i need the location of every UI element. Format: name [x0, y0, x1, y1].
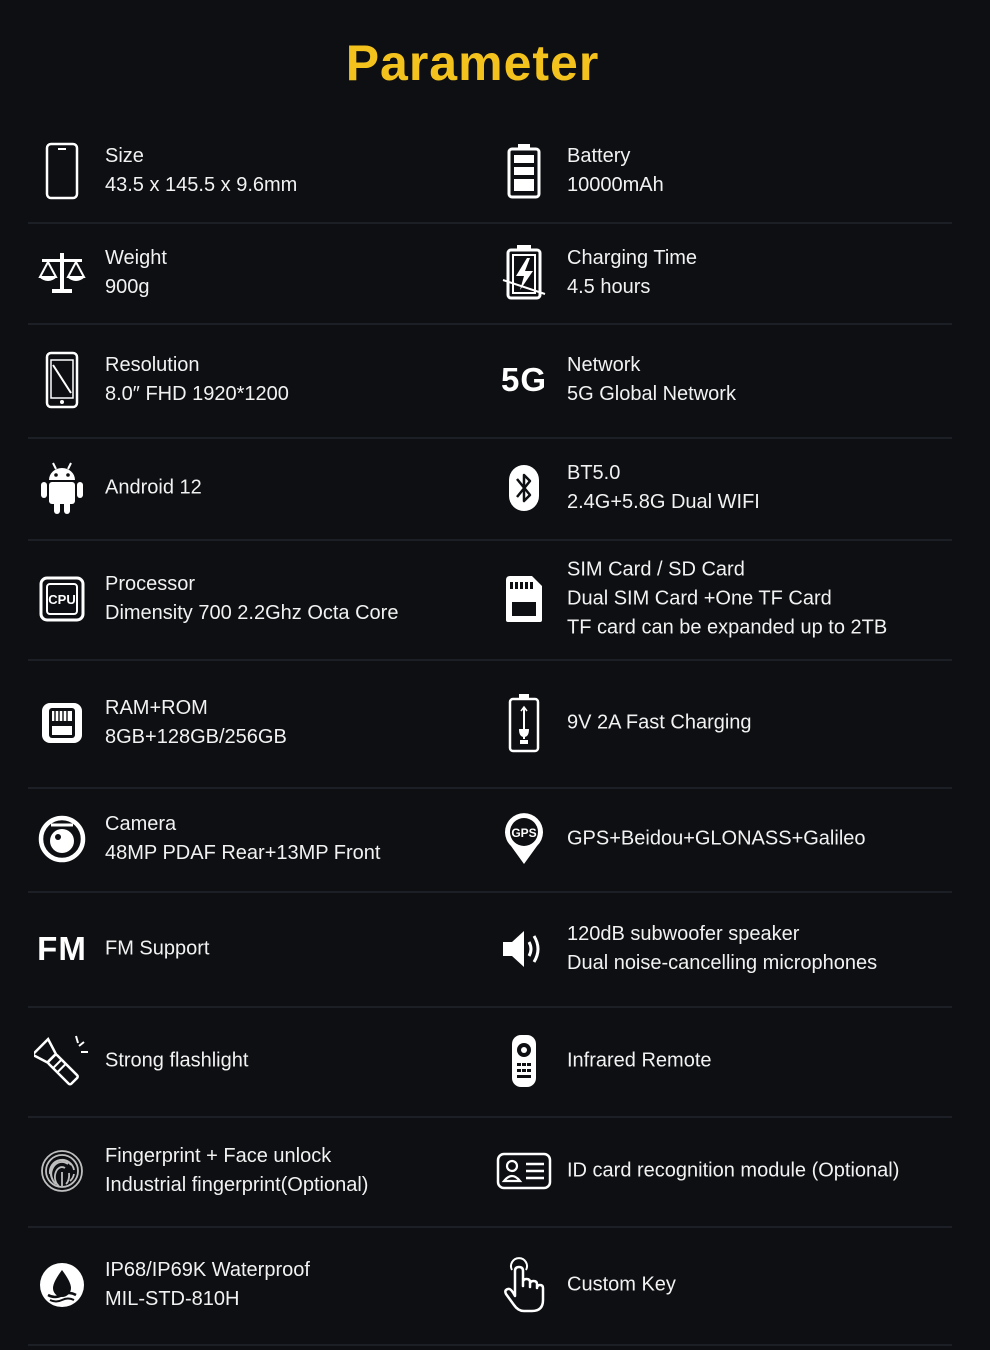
parameter-value: MIL-STD-810H — [105, 1288, 240, 1310]
parameter-item — [28, 539, 488, 659]
parameter-item — [28, 787, 488, 891]
flashlight-icon — [34, 1029, 90, 1093]
parameter-item — [490, 437, 952, 539]
parameter-text — [567, 920, 948, 978]
parameter-text — [567, 459, 948, 517]
parameter-text — [105, 244, 484, 302]
parameter-value: Strong flashlight — [105, 1049, 249, 1072]
parameter-value: Dual SIM Card +One TF Card — [567, 587, 832, 610]
parameter-text — [567, 351, 948, 409]
parameter-value: GPS+Beidou+GLONASS+Galileo — [567, 827, 866, 850]
parameter-row — [28, 222, 952, 325]
parameter-label: Network — [567, 354, 641, 376]
parameter-row — [28, 1226, 952, 1346]
camera-icon — [34, 807, 90, 871]
waterproof-icon — [34, 1253, 90, 1317]
parameter-value: 9V 2A Fast Charging — [567, 711, 752, 734]
parameter-text — [105, 351, 484, 409]
parameter-row — [28, 1116, 952, 1228]
parameter-value: 10000mAh — [567, 174, 664, 196]
parameter-value: Custom Key — [567, 1273, 676, 1296]
parameter-row — [28, 323, 952, 439]
parameter-value: Dual noise-cancelling microphones — [567, 951, 878, 974]
speaker-icon — [496, 917, 552, 981]
parameter-item — [28, 891, 488, 1006]
parameter-item — [28, 1006, 488, 1116]
parameter-row — [28, 1006, 952, 1118]
parameter-label: RAM+ROM — [105, 697, 208, 719]
parameter-value: ID card recognition module (Optional) — [567, 1159, 900, 1182]
parameter-item — [490, 1116, 952, 1226]
parameter-item — [490, 120, 952, 222]
parameter-row — [28, 120, 952, 224]
fingerprint-icon — [34, 1139, 90, 1203]
phone-icon — [34, 139, 90, 203]
parameter-text — [567, 1157, 948, 1186]
parameter-label: Charging Time — [567, 246, 698, 269]
parameter-item — [490, 787, 952, 891]
parameter-item — [28, 437, 488, 539]
parameter-label: Camera — [105, 813, 177, 835]
parameter-item — [490, 539, 952, 659]
battery-icon — [496, 139, 552, 203]
parameter-value: 43.5 x 145.5 x 9.6mm — [105, 174, 298, 196]
bluetooth-icon — [496, 456, 552, 520]
parameter-value: 900g — [105, 275, 150, 298]
cpu-icon — [34, 567, 90, 631]
parameter-value: Android 12 — [105, 476, 202, 499]
parameter-label: SIM Card / SD Card — [567, 558, 745, 581]
parameter-item — [490, 323, 952, 437]
fast-charging-icon — [496, 691, 552, 755]
parameter-text — [105, 474, 484, 503]
parameter-label: Fingerprint + Face unlock — [105, 1145, 332, 1167]
5g-icon: 5G — [500, 361, 548, 398]
parameter-item — [28, 659, 488, 787]
parameter-item — [490, 1226, 952, 1344]
parameter-text — [567, 1047, 948, 1076]
parameter-value: 4.5 hours — [567, 275, 651, 298]
remote-control-icon — [496, 1029, 552, 1093]
gps-pin-icon — [496, 807, 552, 871]
parameter-row — [28, 891, 952, 1008]
parameter-text — [105, 570, 484, 628]
parameter-label: 120dB subwoofer speaker — [567, 922, 800, 945]
parameter-item — [490, 222, 952, 323]
parameter-value: 48MP PDAF Rear+13MP Front — [105, 842, 381, 864]
parameter-item — [28, 222, 488, 323]
parameter-value: Industrial fingerprint(Optional) — [105, 1174, 369, 1196]
parameter-row — [28, 437, 952, 541]
memory-card-icon — [34, 691, 90, 755]
parameter-value: 2.4G+5.8G Dual WIFI — [567, 491, 760, 513]
parameter-item — [28, 120, 488, 222]
parameter-text — [105, 1256, 484, 1314]
parameter-label: Processor — [105, 573, 196, 595]
parameter-value: 8GB+128GB/256GB — [105, 726, 287, 748]
touch-key-icon — [496, 1253, 552, 1317]
parameter-text — [567, 709, 948, 738]
parameter-text — [567, 1271, 948, 1300]
id-card-icon — [496, 1139, 552, 1203]
parameter-item — [490, 1006, 952, 1116]
fm-icon: FM — [37, 929, 87, 967]
parameter-value: 8.0″ FHD 1920*1200 — [105, 383, 289, 405]
parameter-item — [28, 1226, 488, 1344]
parameter-text — [105, 810, 484, 868]
parameter-label: Resolution — [105, 354, 200, 376]
android-icon — [34, 456, 90, 520]
parameter-label: BT5.0 — [567, 462, 621, 484]
parameter-item — [490, 659, 952, 787]
phone-screen-icon — [34, 348, 90, 412]
parameter-label: Size — [105, 145, 144, 167]
parameter-text — [567, 142, 948, 200]
parameter-label: IP68/IP69K Waterproof — [105, 1259, 310, 1281]
parameter-text — [105, 1047, 484, 1076]
parameter-item — [490, 891, 952, 1006]
parameter-text — [567, 556, 948, 643]
parameter-text — [105, 934, 484, 963]
sim-card-icon — [496, 567, 552, 631]
parameter-value: Infrared Remote — [567, 1049, 712, 1072]
page-title: Parameter — [345, 35, 600, 91]
parameter-text — [567, 825, 948, 854]
parameter-text — [105, 694, 484, 752]
parameter-value: TF card can be expanded up to 2TB — [567, 616, 888, 639]
parameter-label: Weight — [105, 246, 167, 269]
parameter-text — [105, 1142, 484, 1200]
svg-text:CPU: CPU — [48, 592, 76, 607]
svg-text:GPS: GPS — [511, 826, 537, 840]
parameter-label: Battery — [567, 145, 631, 167]
parameter-row — [28, 539, 952, 661]
parameter-item — [28, 1116, 488, 1226]
scale-icon — [34, 241, 90, 305]
parameter-value: 5G Global Network — [567, 383, 736, 405]
charging-battery-icon — [496, 241, 552, 305]
parameter-row — [28, 659, 952, 789]
parameter-value: Dimensity 700 2.2Ghz Octa Core — [105, 602, 399, 624]
parameter-value: FM Support — [105, 937, 210, 959]
parameter-text — [567, 244, 948, 302]
parameter-row — [28, 787, 952, 893]
parameter-text — [105, 142, 484, 200]
parameter-item — [28, 323, 488, 437]
